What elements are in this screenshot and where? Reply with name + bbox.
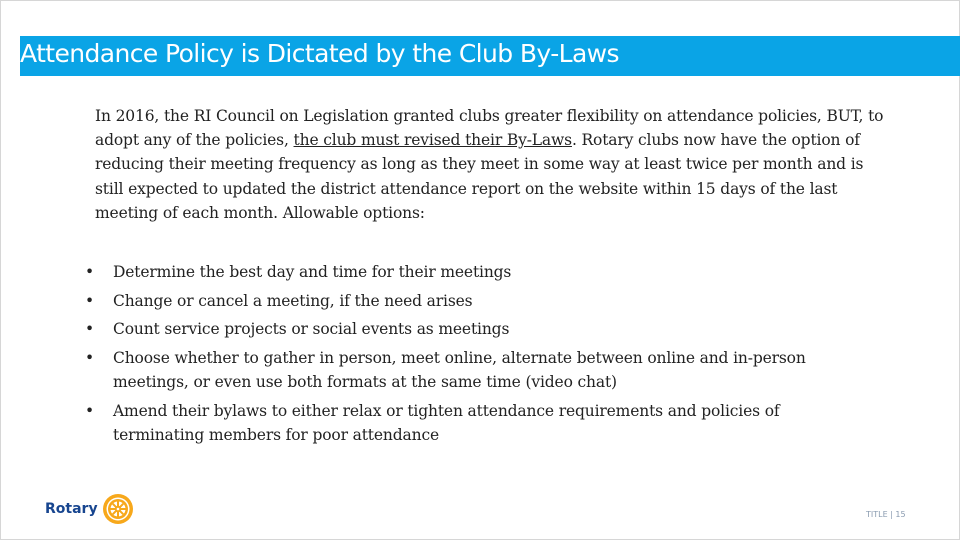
list-item-text: Choose whether to gather in person, meet online, alternate between online and in-person meetings, or even use both formats at the same time (video chat) <box>113 349 806 392</box>
rotary-logo <box>45 492 134 526</box>
rotary-logo-text: Rotary <box>45 501 98 517</box>
list-item <box>85 346 875 394</box>
list-item-text: Determine the best day and time for their meetings <box>113 263 512 281</box>
list-item-text: Amend their bylaws to either relax or tighten attendance requirements and policies of terminating members for poor attendance <box>113 402 780 445</box>
list-item <box>85 317 875 341</box>
bullet-icon: • <box>85 291 94 310</box>
bullet-icon: • <box>85 402 94 421</box>
intro-paragraph <box>95 104 885 225</box>
list-item-text: Change or cancel a meeting, if the need arises <box>113 291 473 310</box>
list-item <box>85 289 875 313</box>
bullet-icon: • <box>85 320 94 339</box>
list-item <box>85 260 875 284</box>
rotary-wheel-icon <box>102 493 134 525</box>
bullet-icon: • <box>85 349 94 368</box>
intro-underlined-text: the club must revised their By-Laws <box>293 131 572 150</box>
list-item-text: Count service projects or social events as meetings <box>113 320 510 339</box>
bullet-icon: • <box>85 263 94 281</box>
options-list <box>85 260 875 452</box>
footer-page-label: TITLE | 15 <box>866 510 906 519</box>
intro-text-start: In 2016, the RI Council on Legislation granted clubs greater flexibility on attendance policies, BUT, to adopt any of the policies, <box>95 107 884 150</box>
intro-text-end: . Rotary clubs now have the option of reducing their meeting frequency as long as they meet in some way at least twice per month and is still expected to updated the district attendance report on the website within 15 days of the last meeting of each month. Allowable options: <box>95 131 864 222</box>
slide-title: Attendance Policy is Dictated by the Club By-Laws <box>20 39 619 68</box>
list-item <box>85 399 875 447</box>
